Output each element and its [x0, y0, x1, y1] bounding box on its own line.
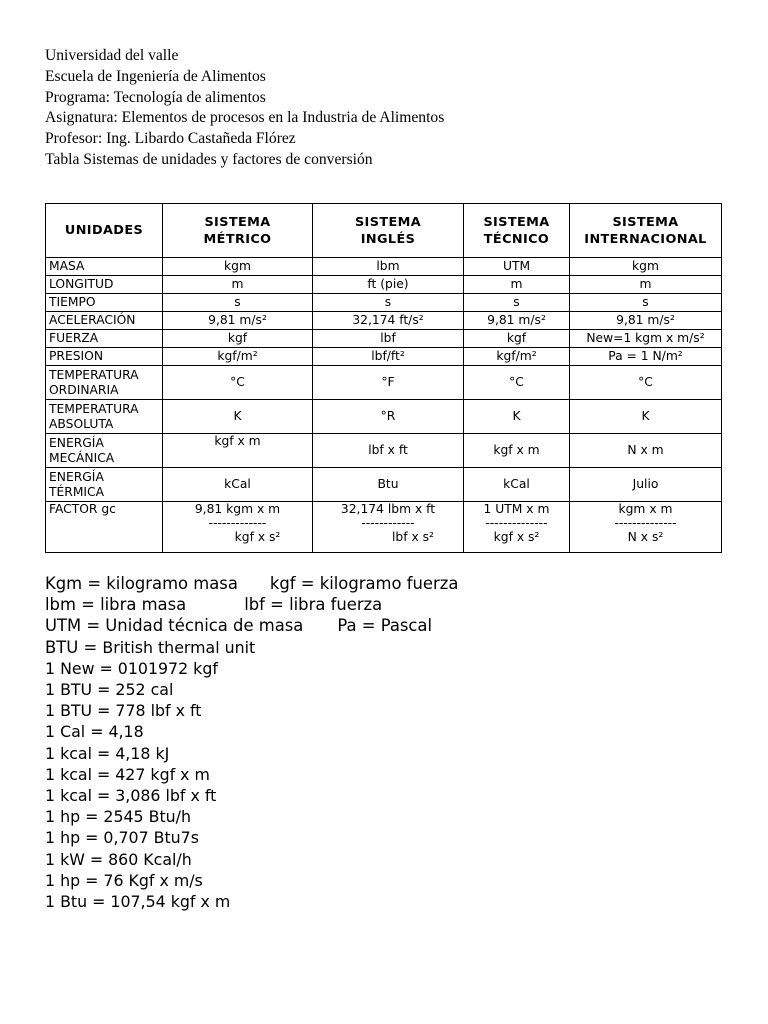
gc-cell	[570, 502, 722, 553]
table-cell: UTM	[464, 258, 570, 276]
header-line-course: Asignatura: Elementos de procesos en la Industria de Alimentos	[45, 109, 445, 127]
conversion-item: 1 New = 0101972 kgf	[45, 658, 218, 678]
notes-section	[45, 573, 458, 912]
row-label: PRESION	[46, 348, 163, 366]
table-row	[46, 400, 722, 434]
conversion-item: 1 Cal = 4,18	[45, 722, 144, 742]
gc-cell	[464, 502, 570, 553]
gc-numerator: kgm x m	[618, 502, 673, 516]
conversion-item: 1 kcal = 4,18 kJ	[45, 743, 170, 763]
table-cell: 9,81 m/s²	[163, 312, 313, 330]
gc-numerator: 9,81 kgm x m	[194, 502, 281, 516]
table-cell: kgf/m²	[163, 348, 313, 366]
units-table	[45, 203, 722, 553]
table-cell: m	[570, 276, 722, 294]
conversion-item: 1 BTU = 778 lbf x ft	[45, 701, 202, 721]
gc-numerator: 1 UTM x m	[483, 502, 550, 516]
table-cell: m	[163, 276, 313, 294]
table-cell: kgf x m	[163, 434, 313, 468]
table-cell: °C	[163, 366, 313, 400]
gc-cell	[313, 502, 464, 553]
gc-numerator: 32,174 lbm x ft	[340, 502, 436, 516]
gc-denominator: N x s²	[627, 530, 664, 544]
header-metrico: SISTEMA MÉTRICO	[163, 204, 313, 258]
table-cell: lbf/ft²	[313, 348, 464, 366]
table-row-gc	[46, 502, 722, 553]
table-cell: s	[570, 294, 722, 312]
table-cell: 9,81 m/s²	[570, 312, 722, 330]
table-row	[46, 330, 722, 348]
table-cell: lbm	[313, 258, 464, 276]
table-cell: °C	[464, 366, 570, 400]
gc-cell	[163, 502, 313, 553]
gc-fraction-bar: --------------	[485, 516, 548, 530]
header-line-university: Universidad del valle	[45, 47, 179, 64]
table-row	[46, 434, 722, 468]
header-line-school: Escuela de Ingeniería de Alimentos	[45, 67, 266, 85]
header-line-program: Programa: Tecnología de alimentos	[45, 88, 266, 106]
table-cell: K	[570, 400, 722, 434]
conversion-item: 1 hp = 0,707 Btu7s	[45, 828, 199, 848]
btu-definition: BTU = British thermal unit	[45, 637, 256, 657]
table-cell: Btu	[313, 468, 464, 502]
row-label: ENERGÍA MECÁNICA	[46, 434, 163, 468]
abbrev-line-2: lbm = libra masa lbf = libra fuerza	[45, 595, 383, 615]
conversion-item: 1 BTU = 252 cal	[45, 680, 174, 700]
table-cell: K	[464, 400, 570, 434]
table-cell: m	[464, 276, 570, 294]
table-cell: Julio	[570, 468, 722, 502]
row-label: LONGITUD	[46, 276, 163, 294]
table-cell: lbf	[313, 330, 464, 348]
conversion-item: 1 kcal = 3,086 lbf x ft	[45, 786, 217, 806]
table-cell: s	[313, 294, 464, 312]
table-cell: °C	[570, 366, 722, 400]
table-cell: kgf	[163, 330, 313, 348]
table-row	[46, 348, 722, 366]
row-label: TIEMPO	[46, 294, 163, 312]
table-cell: ft (pie)	[313, 276, 464, 294]
header-internacional: SISTEMA INTERNACIONAL	[570, 204, 722, 258]
table-cell: kCal	[464, 468, 570, 502]
table-cell: kgm	[570, 258, 722, 276]
abbrev-line-1: Kgm = kilogramo masa kgf = kilogramo fuerza	[45, 574, 459, 593]
table-cell: s	[464, 294, 570, 312]
table-row	[46, 312, 722, 330]
conversion-item: 1 Btu = 107,54 kgf x m	[45, 892, 231, 912]
table-cell: New=1 kgm x m/s²	[570, 330, 722, 348]
gc-fraction-bar: -------------	[208, 516, 267, 530]
table-cell: kgf/m²	[464, 348, 570, 366]
table-cell: Pa = 1 N/m²	[570, 348, 722, 366]
conversion-item: 1 kW = 860 Kcal/h	[45, 849, 192, 869]
header-tecnico: SISTEMA TÉCNICO	[464, 204, 570, 258]
table-cell: kgf x m	[464, 434, 570, 468]
table-cell: °R	[313, 400, 464, 434]
table-row	[46, 366, 722, 400]
header-line-professor: Profesor: Ing. Libardo Castañeda Flórez	[45, 130, 296, 148]
table-cell: °F	[313, 366, 464, 400]
table-row	[46, 276, 722, 294]
row-label: FUERZA	[46, 330, 163, 348]
header-unidades: UNIDADES	[46, 204, 163, 258]
table-cell: N x m	[570, 434, 722, 468]
abbrev-line-3: UTM = Unidad técnica de masa Pa = Pascal	[45, 616, 433, 636]
row-label: ACELERACIÓN	[46, 312, 163, 330]
table-cell: kgf	[464, 330, 570, 348]
conversion-list	[45, 658, 458, 912]
table-cell: s	[163, 294, 313, 312]
gc-denominator: kgf x s²	[234, 530, 281, 544]
table-cell: lbf x ft	[313, 434, 464, 468]
table-cell: 32,174 ft/s²	[313, 312, 464, 330]
table-row	[46, 258, 722, 276]
row-label: TEMPERATURA ORDINARIA	[46, 366, 163, 400]
row-label: FACTOR gc	[46, 502, 163, 553]
row-label: MASA	[46, 258, 163, 276]
row-label: ENERGÍA TÉRMICA	[46, 468, 163, 502]
table-cell: kgm	[163, 258, 313, 276]
table-cell: kCal	[163, 468, 313, 502]
table-header-row	[46, 204, 722, 258]
table-cell: K	[163, 400, 313, 434]
gc-fraction-bar: --------------	[614, 516, 677, 530]
table-row	[46, 294, 722, 312]
conversion-item: 1 kcal = 427 kgf x m	[45, 764, 210, 784]
table-row	[46, 468, 722, 502]
header-ingles: SISTEMA INGLÉS	[313, 204, 464, 258]
conversion-item: 1 hp = 76 Kgf x m/s	[45, 870, 203, 890]
table-cell: 9,81 m/s²	[464, 312, 570, 330]
header-line-table-title: Tabla Sistemas de unidades y factores de conversión	[45, 150, 373, 168]
gc-fraction-bar: ------------	[361, 516, 415, 530]
conversion-item: 1 hp = 2545 Btu/h	[45, 807, 191, 827]
gc-denominator: kgf x s²	[493, 530, 540, 544]
document-header	[45, 46, 444, 171]
row-label: TEMPERATURA ABSOLUTA	[46, 400, 163, 434]
gc-denominator: lbf x s²	[392, 530, 434, 544]
